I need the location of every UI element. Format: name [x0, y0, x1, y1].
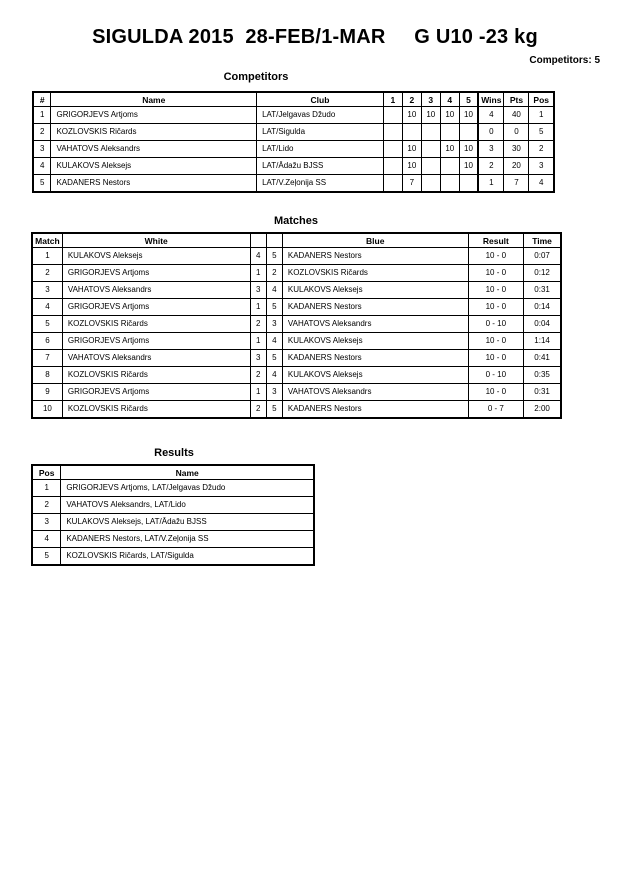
- competitors-cell: KOZLOVSKIS Ričards: [51, 124, 257, 141]
- table-row: [32, 531, 314, 548]
- competitors-cell: [402, 124, 421, 141]
- matches-cell: 5: [266, 248, 282, 265]
- matches-header-cell: [250, 233, 266, 248]
- matches-cell: 5: [266, 401, 282, 419]
- competitors-count-value: 5: [594, 55, 600, 66]
- matches-cell: 2: [32, 265, 62, 282]
- matches-cell: 10 - 0: [468, 265, 524, 282]
- table-row: [32, 514, 314, 531]
- matches-cell: 5: [266, 299, 282, 316]
- matches-cell: 0:31: [524, 282, 561, 299]
- matches-cell: KADANERS Nestors: [282, 299, 468, 316]
- competitors-cell: KULAKOVS Aleksejs: [51, 158, 257, 175]
- table-row: [32, 265, 561, 282]
- competitors-header-cell: 4: [440, 92, 459, 107]
- results-cell: KOZLOVSKIS Ričards, LAT/Sigulda: [61, 548, 314, 566]
- results-table: [31, 464, 315, 566]
- matches-header-cell: White: [62, 233, 250, 248]
- matches-cell: VAHATOVS Aleksandrs: [282, 384, 468, 401]
- matches-cell: 0:12: [524, 265, 561, 282]
- competitors-table: [32, 91, 555, 193]
- competitors-cell: [383, 141, 402, 158]
- matches-cell: 10 - 0: [468, 333, 524, 350]
- table-row: [33, 124, 554, 141]
- table-row: [32, 333, 561, 350]
- matches-cell: 0:35: [524, 367, 561, 384]
- matches-cell: 5: [266, 350, 282, 367]
- matches-cell: 8: [32, 367, 62, 384]
- table-row: [32, 282, 561, 299]
- competitors-cell: [459, 175, 478, 193]
- competitors-cell: 0: [478, 124, 504, 141]
- matches-cell: 4: [266, 367, 282, 384]
- matches-header-cell: Time: [524, 233, 561, 248]
- table-row: [32, 316, 561, 333]
- matches-cell: 2: [250, 316, 266, 333]
- matches-cell: GRIGORJEVS Artjoms: [62, 384, 250, 401]
- table-row: [32, 384, 561, 401]
- matches-cell: 4: [32, 299, 62, 316]
- matches-cell: 10 - 0: [468, 350, 524, 367]
- table-row: [32, 350, 561, 367]
- competitors-cell: LAT/Ādažu BJSS: [257, 158, 384, 175]
- table-row: [32, 248, 561, 265]
- matches-cell: 2: [266, 265, 282, 282]
- competitors-cell: [440, 124, 459, 141]
- results-section-title: Results: [154, 447, 194, 459]
- matches-cell: 3: [250, 350, 266, 367]
- matches-cell: 3: [266, 316, 282, 333]
- competitors-header-cell: 2: [402, 92, 421, 107]
- competitors-header-cell: Pos: [529, 92, 554, 107]
- competitors-cell: 5: [33, 175, 51, 193]
- competitors-cell: [421, 141, 440, 158]
- matches-cell: KULAKOVS Aleksejs: [282, 282, 468, 299]
- results-cell: 1: [32, 480, 61, 497]
- competitors-cell: [383, 124, 402, 141]
- competitors-cell: 10: [402, 141, 421, 158]
- matches-cell: 2: [250, 401, 266, 419]
- competitors-cell: KADANERS Nestors: [51, 175, 257, 193]
- competitors-cell: [383, 175, 402, 193]
- matches-cell: 2: [250, 367, 266, 384]
- matches-cell: 0 - 10: [468, 367, 524, 384]
- competitors-cell: 2: [478, 158, 504, 175]
- competitors-cell: 1: [478, 175, 504, 193]
- matches-cell: 1: [250, 299, 266, 316]
- results-header-cell: Pos: [32, 465, 61, 480]
- competitors-cell: 10: [440, 141, 459, 158]
- matches-cell: VAHATOVS Aleksandrs: [62, 282, 250, 299]
- matches-cell: 10 - 0: [468, 248, 524, 265]
- results-cell: VAHATOVS Aleksandrs, LAT/Lido: [61, 497, 314, 514]
- results-cell: KADANERS Nestors, LAT/V.Zeļonija SS: [61, 531, 314, 548]
- matches-cell: 0:41: [524, 350, 561, 367]
- matches-cell: 7: [32, 350, 62, 367]
- matches-cell: 4: [266, 333, 282, 350]
- competitors-cell: [383, 107, 402, 124]
- results-header-cell: Name: [61, 465, 314, 480]
- competitors-cell: [421, 175, 440, 193]
- competitors-cell: [440, 158, 459, 175]
- matches-cell: 0:07: [524, 248, 561, 265]
- competitors-cell: 10: [402, 158, 421, 175]
- matches-cell: GRIGORJEVS Artjoms: [62, 299, 250, 316]
- competitors-cell: 10: [421, 107, 440, 124]
- table-row: [32, 299, 561, 316]
- competitors-count: [529, 55, 600, 66]
- matches-table: [31, 232, 562, 419]
- matches-cell: 10 - 0: [468, 299, 524, 316]
- competitors-cell: 20: [504, 158, 529, 175]
- competitors-cell: 10: [459, 107, 478, 124]
- competitors-header-cell: 1: [383, 92, 402, 107]
- matches-cell: GRIGORJEVS Artjoms: [62, 333, 250, 350]
- competitors-count-label: Competitors:: [529, 55, 592, 66]
- competitors-cell: 1: [33, 107, 51, 124]
- competitors-cell: [421, 158, 440, 175]
- matches-cell: 0 - 7: [468, 401, 524, 419]
- matches-cell: 0:04: [524, 316, 561, 333]
- matches-cell: 1: [32, 248, 62, 265]
- matches-cell: KULAKOVS Aleksejs: [282, 333, 468, 350]
- table-row: [33, 175, 554, 193]
- matches-cell: 1: [250, 333, 266, 350]
- competitors-cell: 0: [504, 124, 529, 141]
- matches-cell: VAHATOVS Aleksandrs: [62, 350, 250, 367]
- competitors-header-cell: Pts: [504, 92, 529, 107]
- competitors-cell: 3: [478, 141, 504, 158]
- competitors-cell: 4: [478, 107, 504, 124]
- competitors-cell: 30: [504, 141, 529, 158]
- competitors-cell: 4: [529, 175, 554, 193]
- competitors-cell: LAT/V.Zeļonija SS: [257, 175, 384, 193]
- table-row: [32, 401, 561, 419]
- matches-header-cell: Result: [468, 233, 524, 248]
- matches-cell: 0:14: [524, 299, 561, 316]
- competitors-cell: 5: [529, 124, 554, 141]
- table-row: [32, 548, 314, 566]
- matches-cell: 9: [32, 384, 62, 401]
- table-row: [32, 480, 314, 497]
- results-cell: 3: [32, 514, 61, 531]
- competitors-cell: LAT/Sigulda: [257, 124, 384, 141]
- competitors-cell: 2: [529, 141, 554, 158]
- competitors-section-title: Competitors: [223, 71, 289, 83]
- results-cell: KULAKOVS Aleksejs, LAT/Ādažu BJSS: [61, 514, 314, 531]
- table-row: [33, 158, 554, 175]
- competitors-cell: 2: [33, 124, 51, 141]
- matches-header-cell: Match: [32, 233, 62, 248]
- matches-cell: KOZLOVSKIS Ričards: [282, 265, 468, 282]
- results-cell: 5: [32, 548, 61, 566]
- matches-cell: 1: [250, 265, 266, 282]
- matches-cell: 5: [32, 316, 62, 333]
- matches-cell: KADANERS Nestors: [282, 248, 468, 265]
- competitors-header-cell: Wins: [478, 92, 504, 107]
- competitors-cell: [459, 124, 478, 141]
- matches-cell: 4: [250, 248, 266, 265]
- matches-cell: 1: [250, 384, 266, 401]
- competitors-cell: LAT/Jelgavas Džudo: [257, 107, 384, 124]
- page-title: SIGULDA 2015 28-FEB/1-MAR G U10 -23 kg: [92, 26, 538, 48]
- matches-cell: 1:14: [524, 333, 561, 350]
- competitors-cell: [440, 175, 459, 193]
- competitors-cell: 7: [504, 175, 529, 193]
- competitors-cell: VAHATOVS Aleksandrs: [51, 141, 257, 158]
- matches-cell: KULAKOVS Aleksejs: [282, 367, 468, 384]
- matches-cell: 6: [32, 333, 62, 350]
- competitors-cell: GRIGORJEVS Artjoms: [51, 107, 257, 124]
- matches-cell: 2:00: [524, 401, 561, 419]
- matches-cell: KULAKOVS Aleksejs: [62, 248, 250, 265]
- matches-header-cell: Blue: [282, 233, 468, 248]
- competitors-cell: 10: [402, 107, 421, 124]
- matches-cell: 3: [250, 282, 266, 299]
- competitors-cell: 10: [440, 107, 459, 124]
- matches-cell: KADANERS Nestors: [282, 401, 468, 419]
- matches-cell: GRIGORJEVS Artjoms: [62, 265, 250, 282]
- matches-cell: 3: [266, 384, 282, 401]
- matches-cell: KOZLOVSKIS Ričards: [62, 316, 250, 333]
- table-row: [32, 497, 314, 514]
- matches-cell: 4: [266, 282, 282, 299]
- competitors-cell: 7: [402, 175, 421, 193]
- matches-cell: 10 - 0: [468, 282, 524, 299]
- competitors-cell: 3: [33, 141, 51, 158]
- matches-cell: 0:31: [524, 384, 561, 401]
- matches-header-cell: [266, 233, 282, 248]
- competitors-header-cell: 3: [421, 92, 440, 107]
- matches-cell: 10: [32, 401, 62, 419]
- matches-cell: KOZLOVSKIS Ričards: [62, 401, 250, 419]
- competitors-cell: [421, 124, 440, 141]
- results-cell: GRIGORJEVS Artjoms, LAT/Jelgavas Džudo: [61, 480, 314, 497]
- matches-cell: 10 - 0: [468, 384, 524, 401]
- competitors-cell: 4: [33, 158, 51, 175]
- matches-cell: 3: [32, 282, 62, 299]
- matches-cell: 0 - 10: [468, 316, 524, 333]
- competitors-cell: 40: [504, 107, 529, 124]
- competitors-cell: 1: [529, 107, 554, 124]
- competitors-header-cell: #: [33, 92, 51, 107]
- matches-cell: KADANERS Nestors: [282, 350, 468, 367]
- matches-section-title: Matches: [273, 215, 319, 227]
- competitors-header-cell: Club: [257, 92, 384, 107]
- table-row: [33, 141, 554, 158]
- competitors-cell: LAT/Lido: [257, 141, 384, 158]
- competitors-cell: 10: [459, 158, 478, 175]
- competitors-cell: [383, 158, 402, 175]
- competitors-cell: 10: [459, 141, 478, 158]
- table-row: [32, 367, 561, 384]
- table-row: [33, 107, 554, 124]
- results-cell: 2: [32, 497, 61, 514]
- matches-cell: VAHATOVS Aleksandrs: [282, 316, 468, 333]
- competitors-header-cell: Name: [51, 92, 257, 107]
- results-cell: 4: [32, 531, 61, 548]
- matches-cell: KOZLOVSKIS Ričards: [62, 367, 250, 384]
- competitors-header-cell: 5: [459, 92, 478, 107]
- competitors-cell: 3: [529, 158, 554, 175]
